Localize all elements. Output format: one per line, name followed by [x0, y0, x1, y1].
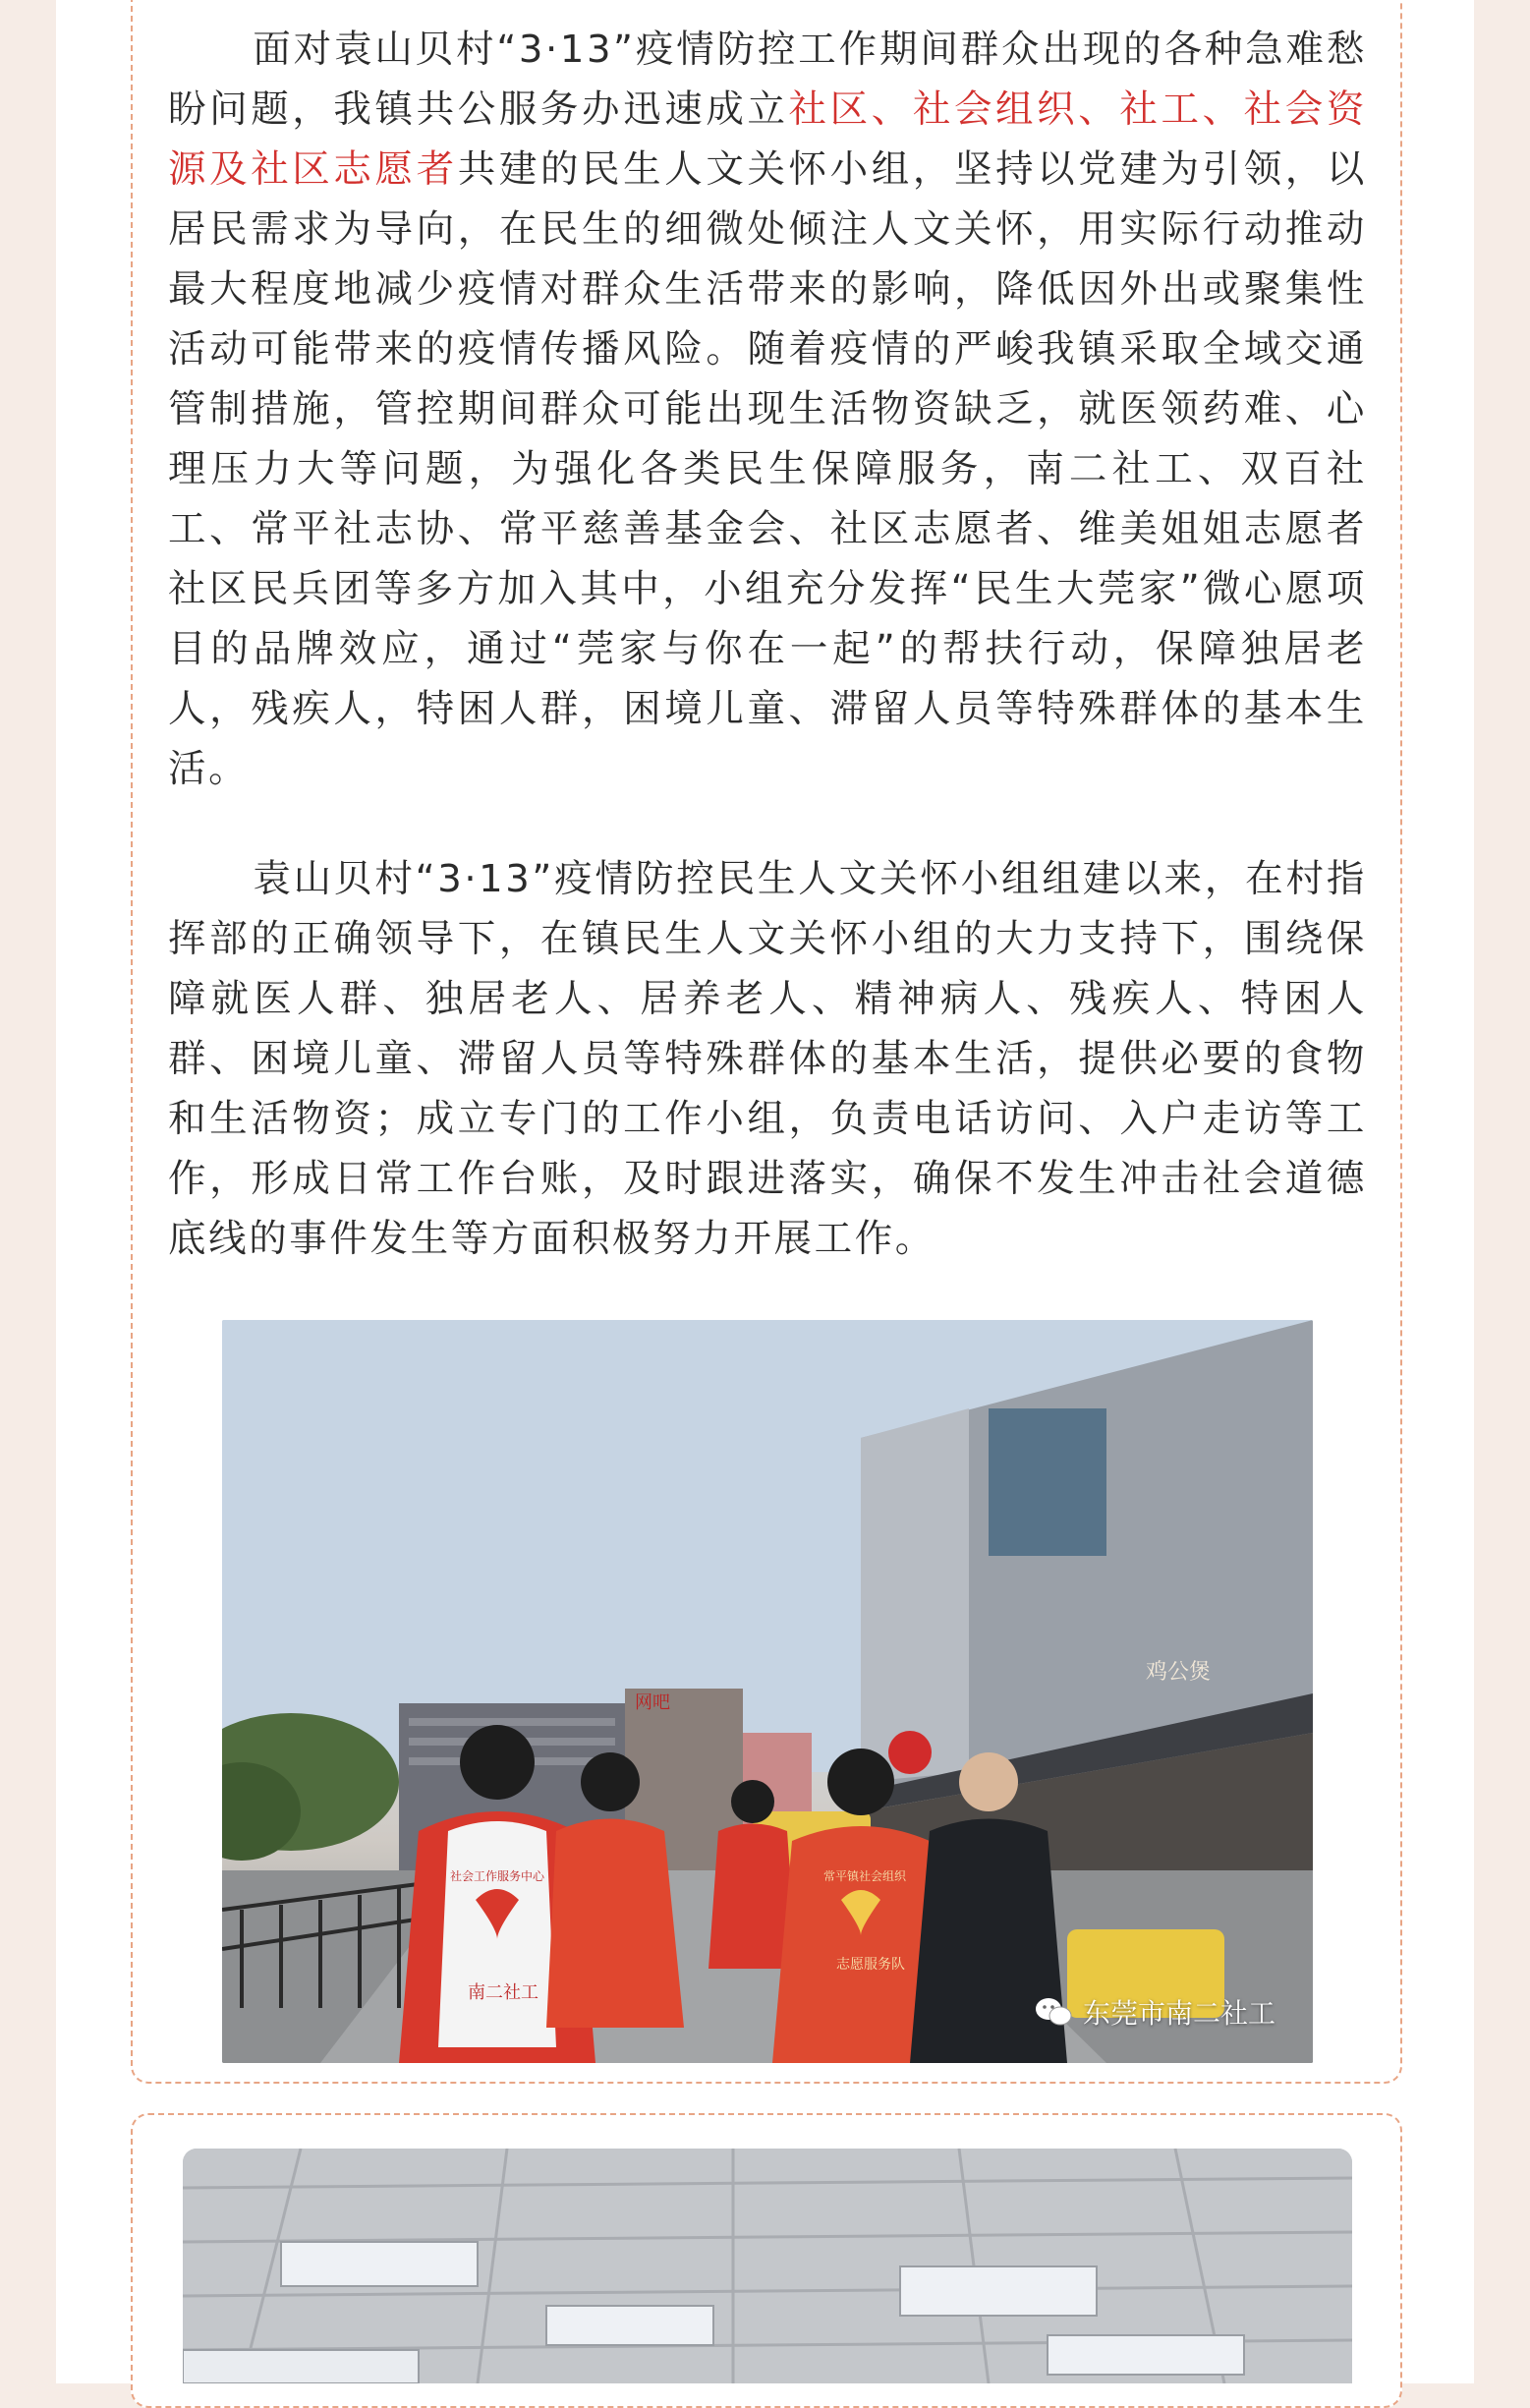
article-paragraph-1: [168, 20, 1367, 799]
para1-text-after: 共建的民生人文关怀小组，坚持以党建为引领，以居民需求为导向，在民生的细微处倾注人文关怀，用实际行动推动最大程度地减少疫情对群众生活带来的影响，降低因外出或聚集性活动可能带来的疫情传播风险。随着疫情的严峻我镇采取全域交通管制措施，管控期间群众可能出现生活物资缺乏，就医领药难、心理压力大等问题，为强化各类民生保障服务，南二社工、双百社工、常平社志协、常平慈善基金会、社区志愿者、维美姐姐志愿者社区民兵团等多方加入其中，小组充分发挥“民生大莞家”微心愿项目的品牌效应，通过“莞家与你在一起”的帮扶行动，保障独居老人，残疾人，特困人群，困境儿童、滞留人员等特殊群体的基本生活。: [168, 147, 1368, 791]
wechat-icon: [1034, 1995, 1073, 2029]
vest-left-top-text: 社会工作服务中心: [450, 1869, 545, 1883]
vest-right-bottom-text: 志愿服务队: [836, 1957, 905, 1973]
para1-highlight: 社区、社会组织、社工、社会资源及社区志愿者: [168, 87, 1367, 192]
volunteers-street-photo: [222, 1320, 1313, 2063]
article-paragraph-2: [168, 849, 1367, 1269]
indoor-ceiling-photo: [183, 2149, 1352, 2383]
vest-right-top-text: 常平镇社会组织: [823, 1869, 907, 1883]
para1-text-before: 面对袁山贝村“3·13”疫情防控工作期间群众出现的各种急难愁盼问题，我镇共公服务办迅速成立: [168, 28, 1367, 132]
netbar-sign: 网吧: [635, 1692, 670, 1713]
ceiling-illustration: [183, 2149, 1352, 2383]
photo-watermark: [1034, 1992, 1275, 2032]
shop-sign: 鸡公煲: [1146, 1660, 1212, 1685]
watermark-text: 东莞市南二社工: [1082, 1997, 1275, 2030]
para2-text: 袁山贝村“3·13”疫情防控民生人文关怀小组组建以来，在村指挥部的正确领导下，在镇民生人文关怀小组的大力支持下，围绕保障就医人群、独居老人、居养老人、精神病人、残疾人、特困人群、困境儿童、滞留人员等特殊群体的基本生活，提供必要的食物和生活物资；成立专门的工作小组，负责电话访问、入户走访等工作，形成日常工作台账，及时跟进落实，确保不发生冲击社会道德底线的事件发生等方面积极努力开展工作。: [168, 857, 1367, 1261]
vest-left-bottom-text: 南二社工: [468, 1982, 538, 2003]
photo-illustration: [222, 1320, 1313, 2063]
